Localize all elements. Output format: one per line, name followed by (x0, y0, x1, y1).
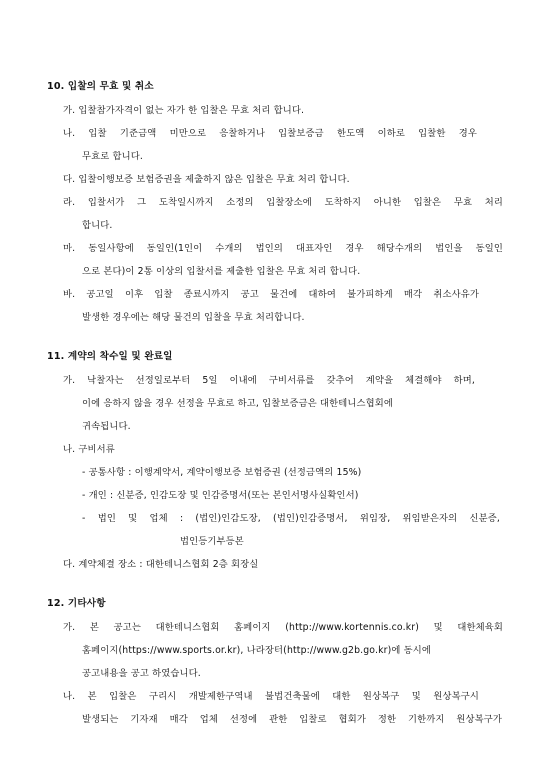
section-12-item-na-cont: 발생되는 기자재 매각 업체 선정에 관한 입찰로 협회가 정한 기한까지 원상복구가 (82, 714, 502, 725)
section-12-item-ga-cont2: 공고내용을 공고 하였습니다. (82, 668, 201, 679)
section-12-item-ga-cont1: 홈페이지(https://www.sports.or.kr), 나라장터(http://www.g2b.go.kr)에 동시에 (82, 645, 432, 656)
section-11-docs-corporate: - 법인 및 업체 : (법인)인감도장, (법인)인감증명서, 위임장, 위임받은자의 신분증, (82, 513, 500, 524)
section-11-heading: 11. 계약의 착수일 및 완료일 (47, 351, 173, 362)
section-10-item-ga: 가. 입찰참가자격이 없는 자가 한 입찰은 무효 처리 합니다. (63, 105, 305, 116)
section-11-docs-individual: - 개인 : 신분증, 인감도장 및 인감증명서(또는 본인서명사실확인서) (82, 490, 359, 501)
section-10-item-ba: 바. 공고일 이후 입찰 종료시까지 공고 물건에 대하여 불가피하게 매각 취소사유가 (63, 289, 479, 300)
section-11-docs-common: - 공통사항 : 이행계약서, 계약이행보증 보험증권 (선정금액의 15%) (82, 467, 362, 478)
section-11-docs-corporate-cont: 법인등기부등본 (180, 536, 244, 547)
section-10-item-da: 다. 입찰이행보증 보험증권을 제출하지 않은 입찰은 무효 처리 합니다. (63, 174, 350, 185)
section-11-item-da: 다. 계약체결 장소 : 대한테니스협회 2층 회장실 (63, 559, 259, 570)
section-10-item-ba-cont: 발생한 경우에는 해당 물건의 입찰을 무효 처리합니다. (82, 312, 305, 323)
section-10-item-na-cont: 무효로 합니다. (82, 151, 143, 162)
section-12-item-ga: 가. 본 공고는 대한테니스협회 홈페이지 (http://www.kortennis.co.kr) 및 대한체육회 (63, 622, 503, 633)
section-12-item-na: 나. 본 입찰은 구리시 개발제한구역내 불법건축물에 대한 원상복구 및 원상복구시 (63, 691, 479, 702)
section-10-item-ma: 마. 동일사항에 동일인(1인이 수개의 법인의 대표자인 경우 해당수개의 법인을 동일인 (63, 243, 503, 254)
section-11-item-ga-cont2: 귀속됩니다. (82, 421, 131, 432)
section-11-item-na: 나. 구비서류 (63, 444, 115, 455)
section-11-item-ga-cont1: 이에 응하지 않을 경우 선정을 무효로 하고, 입찰보증금은 대한테니스협회에 (82, 398, 394, 409)
section-10-item-ra: 라. 입찰서가 그 도착일시까지 소정의 입찰장소에 도착하지 아니한 입찰은 무효 처리 (63, 197, 503, 208)
section-10-item-ra-cont: 합니다. (82, 220, 113, 231)
section-10-item-na: 나. 입찰 기준금액 미만으로 응찰하거나 입찰보증금 한도액 이하로 입찰한 경우 (63, 128, 477, 139)
section-12-heading: 12. 기타사항 (47, 598, 106, 609)
section-10-item-ma-cont: 으로 본다)이 2통 이상의 입찰서를 제출한 입찰은 무효 처리 합니다. (82, 266, 361, 277)
section-10-heading: 10. 입찰의 무효 및 취소 (47, 81, 154, 92)
section-11-item-ga: 가. 낙찰자는 선정일로부터 5일 이내에 구비서류를 갖추어 계약을 체결해야 하며, (63, 375, 475, 386)
